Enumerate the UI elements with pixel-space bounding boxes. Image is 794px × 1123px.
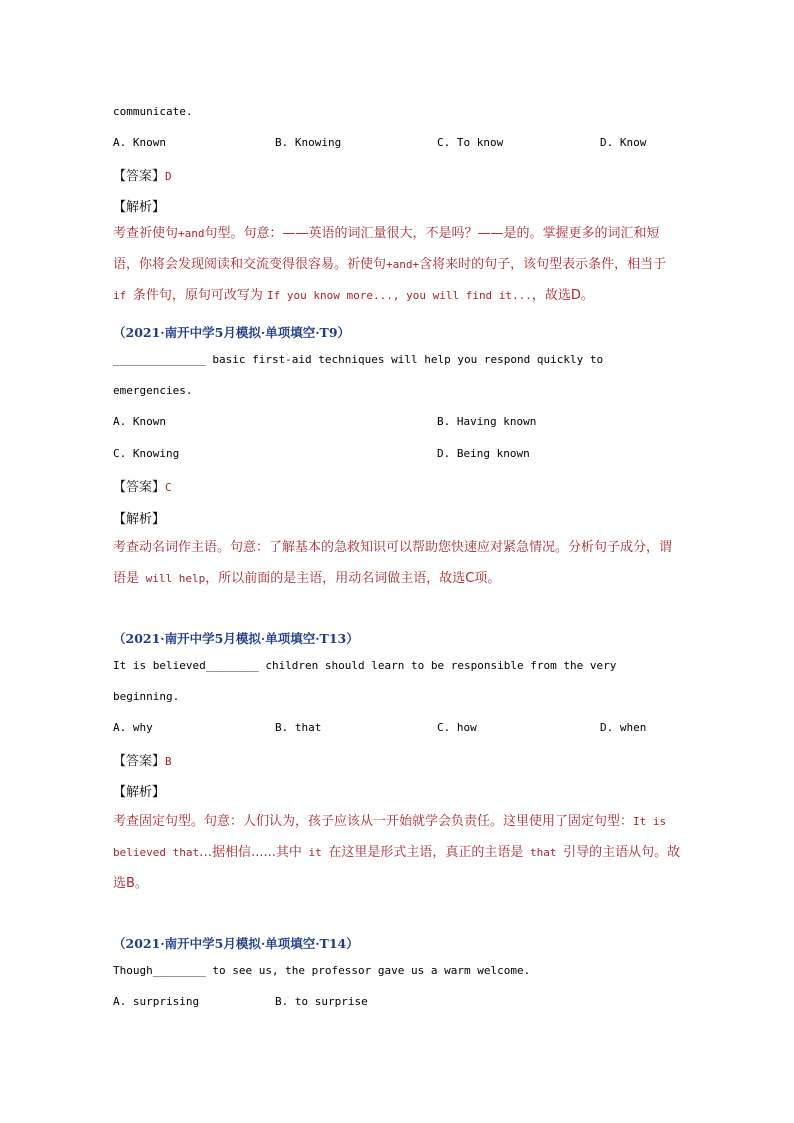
answer-line	[113, 476, 172, 495]
option-c: C. Knowing	[113, 447, 180, 460]
option-d: D. when	[600, 721, 647, 734]
option-a: A. why	[113, 721, 153, 734]
analysis-label: 【解析】	[113, 785, 166, 800]
answer-line	[113, 165, 172, 184]
option-b: B. to surprise	[275, 995, 368, 1008]
option-a: A. surprising	[113, 995, 200, 1008]
option-d: D. Know	[600, 136, 647, 149]
answer-line	[113, 750, 172, 769]
option-b: B. Having known	[437, 415, 537, 428]
document-page	[113, 0, 683, 1123]
analysis-label: 【解析】	[113, 512, 166, 527]
question-stem: It is believed________ children should learn to be responsible from the very	[113, 659, 617, 672]
option-c: C. To know	[437, 136, 504, 149]
option-a: A. Known	[113, 415, 166, 428]
question-source: （2021·南开中学5月模拟·单项填空·T13）	[113, 631, 359, 646]
question-stem-cont: beginning.	[113, 690, 180, 703]
question-stem-cont: emergencies.	[113, 384, 193, 397]
answer-value: B	[165, 755, 172, 768]
option-d: D. Being known	[437, 447, 530, 460]
analysis-text: 考查动名词作主语。句意：了解基本的急救知识可以帮助您快速应对紧急情况。分析句子成分，谓语是 will help，所以前面的是主语，用动名词做主语，故选C项。	[113, 540, 673, 586]
option-a: A. Known	[113, 136, 166, 149]
question-stem: ______________ basic first-aid techniques will help you respond quickly to	[113, 353, 604, 366]
question-source: （2021·南开中学5月模拟·单项填空·T9）	[113, 325, 351, 340]
answer-value: D	[165, 170, 172, 183]
question-source: （2021·南开中学5月模拟·单项填空·T14）	[113, 936, 359, 951]
analysis-label: 【解析】	[113, 200, 166, 215]
answer-label: 【答案】	[113, 480, 166, 495]
question-stem: Though________ to see us, the professor gave us a warm welcome.	[113, 964, 531, 977]
analysis-text: 考查祈使句+and句型。句意：——英语的词汇量很大，不是吗？——是的。掌握更多的词汇和短语，你将会发现阅读和交流变得很容易。祈使句+and+含将来时的句子，该句型表示条件，相当于 if 条件句，原句可改写为 If you know more..., you will find it...，故选D。	[113, 226, 667, 303]
option-b: B. Knowing	[275, 136, 342, 149]
option-b: B. that	[275, 721, 322, 734]
analysis-text: 考查固定句型。句意：人们认为，孩子应该从一开始就学会负责任。这里使用了固定句型：It is believed that…据相信......其中 it 在这里是形式主语，真正的主语是 that 引导的主语从句。故选B。	[113, 814, 681, 891]
answer-label: 【答案】	[113, 754, 166, 769]
option-c: C. how	[437, 721, 477, 734]
answer-value: C	[165, 481, 172, 494]
question-stem: communicate.	[113, 105, 193, 118]
answer-label: 【答案】	[113, 169, 166, 184]
